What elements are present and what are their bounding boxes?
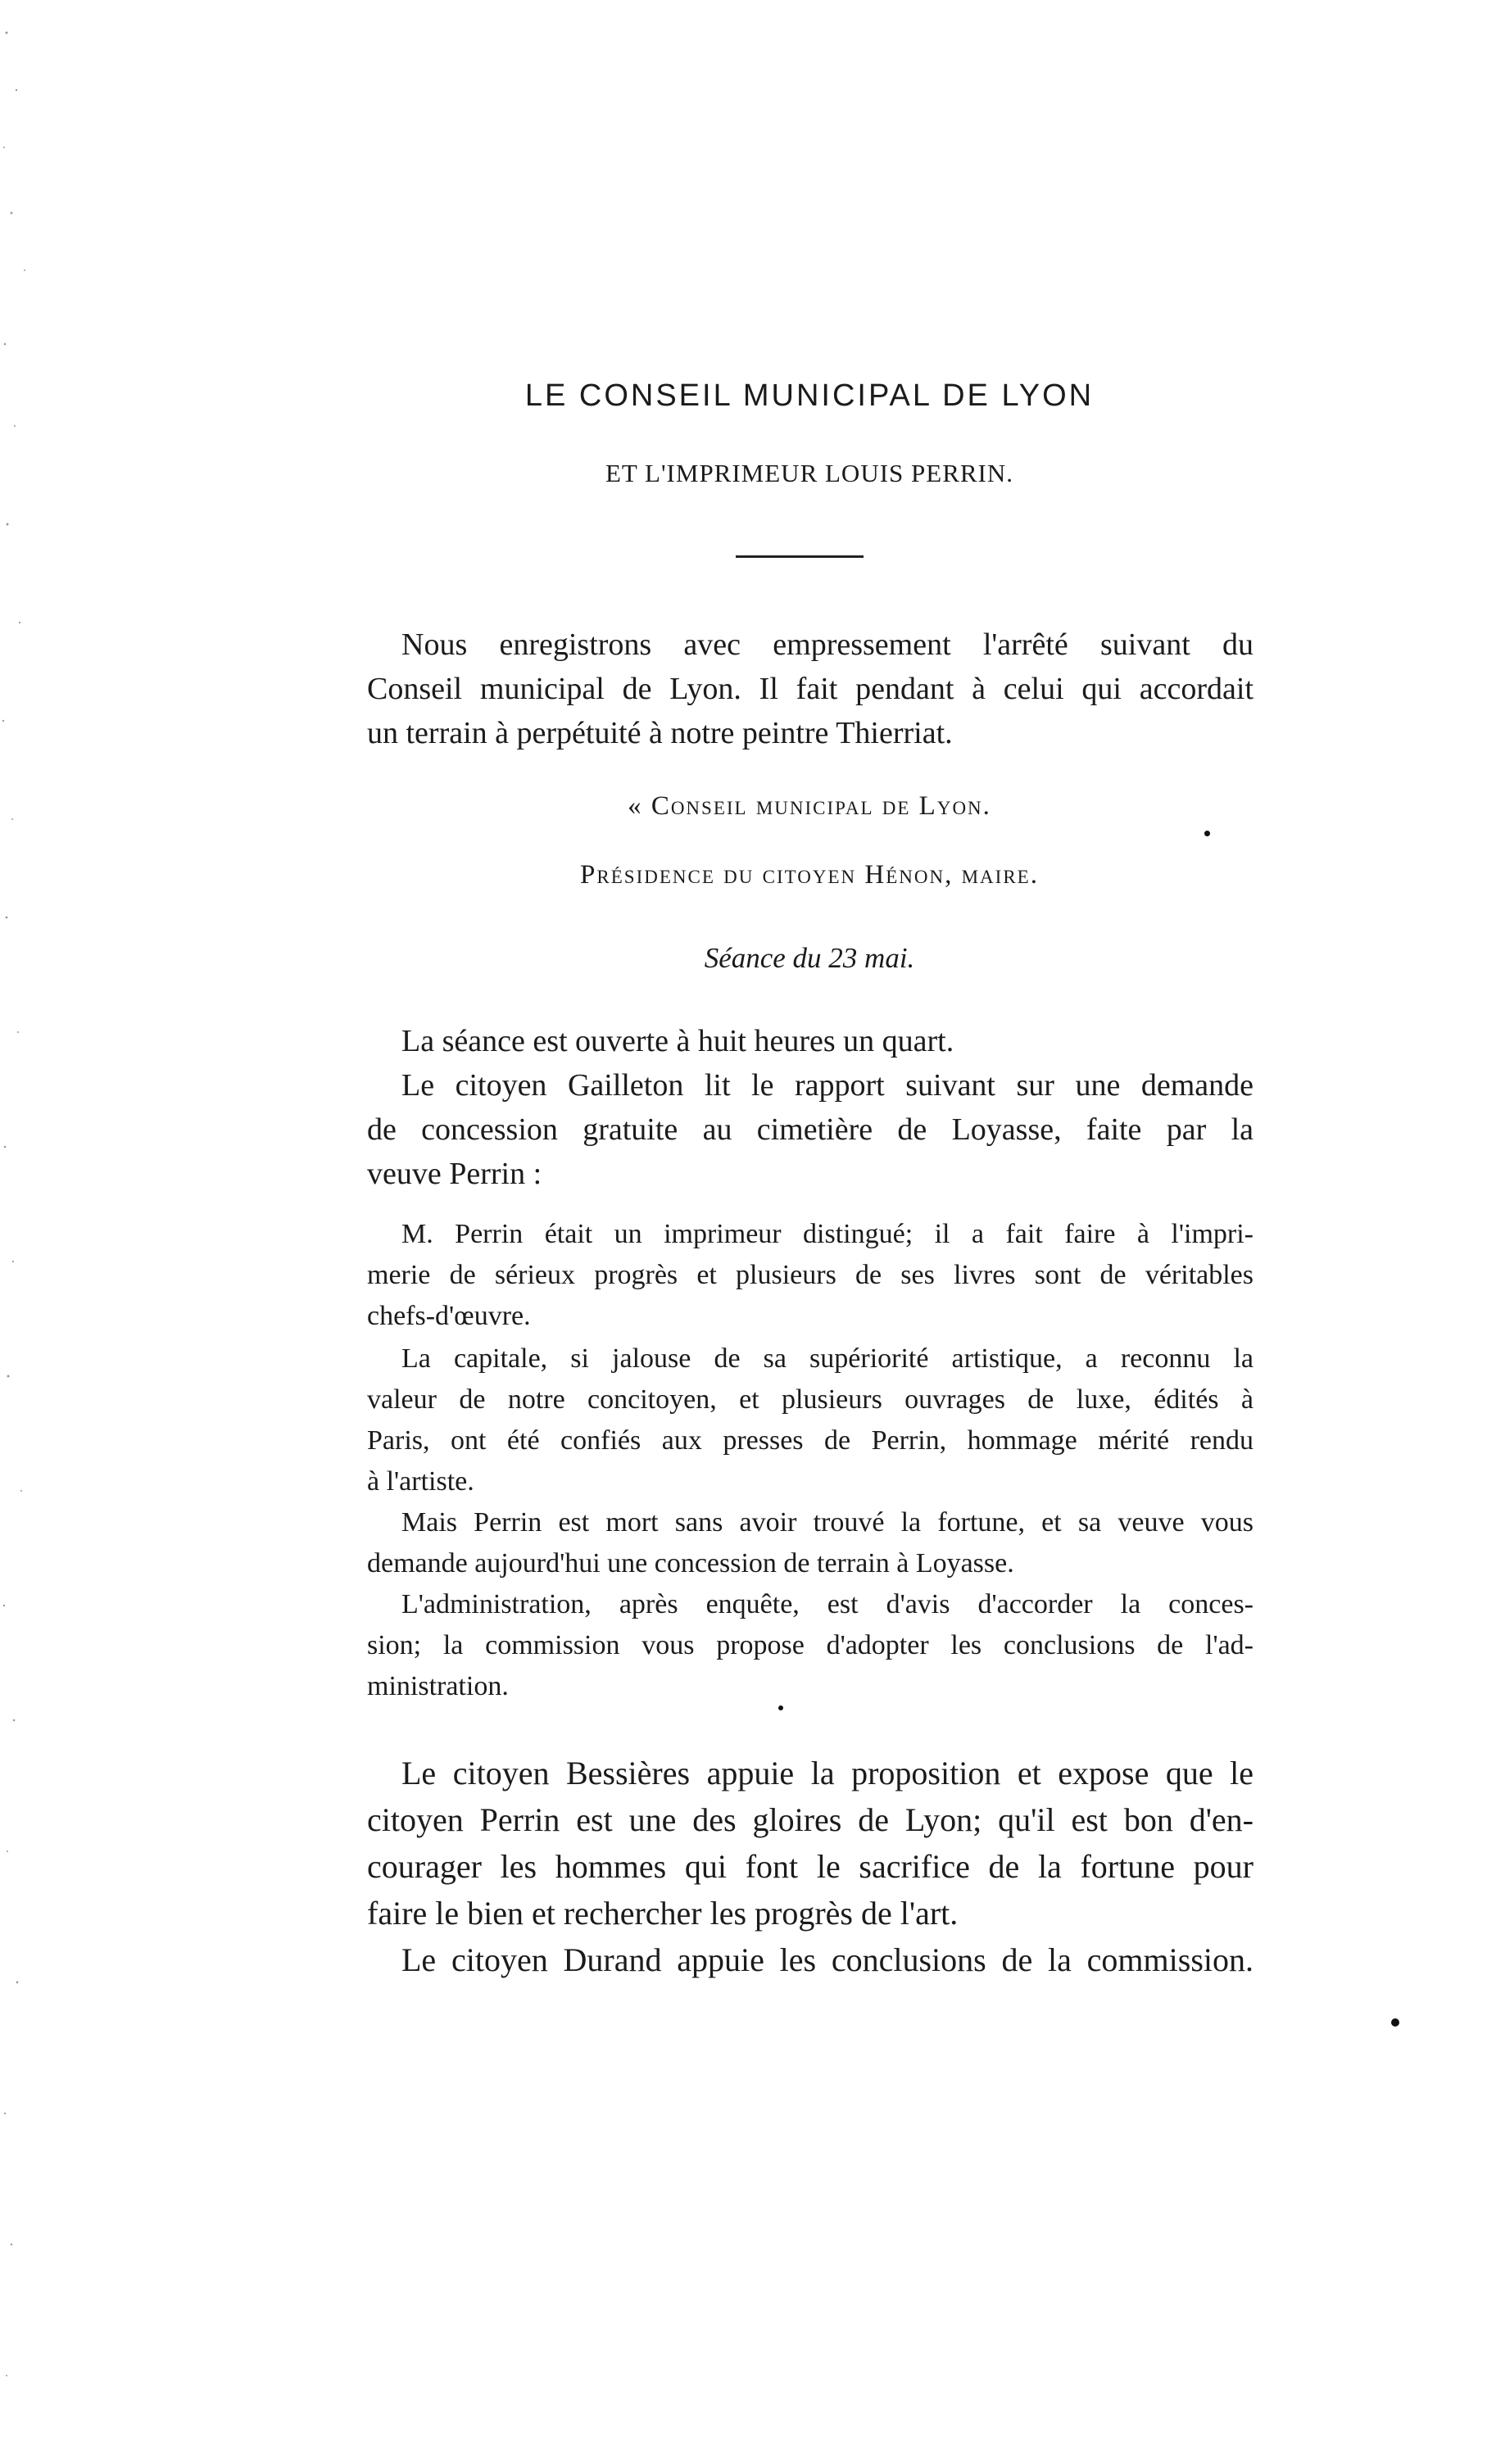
report-line: Paris, ont été confiés aux presses de Perrin, hommage mérité rendu xyxy=(367,1425,1254,1456)
report-line: L'administration, après enquête, est d'avis d'accorder la conces- xyxy=(401,1589,1254,1619)
report-paragraph-1 xyxy=(367,1214,1254,1337)
report-line: à l'artiste. xyxy=(367,1466,474,1497)
closing-line: faire le bien et rechercher les progrès de l'art. xyxy=(367,1895,959,1932)
page-subtitle: ET L'IMPRIMEUR LOUIS PERRIN. xyxy=(605,459,1014,487)
report-line: Mais Perrin est mort sans avoir trouvé la fortune, et sa veuve vous xyxy=(401,1507,1254,1538)
title-divider xyxy=(736,555,864,558)
intro-line: Conseil municipal de Lyon. Il fait pendant à celui qui accordait xyxy=(367,672,1254,706)
page-title: LE CONSEIL MUNICIPAL DE LYON xyxy=(524,378,1095,413)
report-line: chefs-d'œuvre. xyxy=(367,1301,531,1331)
presidency-heading: Présidence du citoyen Hénon, maire. xyxy=(580,860,1039,890)
ink-speck xyxy=(1204,831,1210,836)
closing-line: Le citoyen Durand appuie les conclusions de la commission. xyxy=(401,1941,1254,1978)
report-line: M. Perrin était un imprimeur distingué; il a fait faire à l'impri- xyxy=(401,1219,1254,1249)
closing-line: courager les hommes qui font le sacrifice de la fortune pour xyxy=(367,1848,1254,1885)
report-paragraph-3 xyxy=(367,1502,1254,1584)
closing-line: Le citoyen Bessières appuie la proposition et expose que le xyxy=(401,1755,1254,1791)
report-intro-line: Le citoyen Gailleton lit le rapport suivant sur une demande xyxy=(401,1068,1254,1103)
ink-speck xyxy=(1391,2018,1399,2027)
report-line: sion; la commission vous propose d'adopter les conclusions de l'ad- xyxy=(367,1630,1254,1660)
report-line: valeur de notre concitoyen, et plusieurs ouvrages de luxe, édités à xyxy=(367,1384,1254,1415)
closing-paragraph-1 xyxy=(367,1750,1254,1936)
scan-edge-noise xyxy=(0,0,57,2464)
opening-line: La séance est ouverte à huit heures un quart. xyxy=(401,1024,954,1058)
report-line: La capitale, si jalouse de sa supériorité artistique, a reconnu la xyxy=(401,1343,1254,1374)
report-paragraph-2 xyxy=(367,1338,1254,1502)
closing-line: citoyen Perrin est une des gloires de Lyon; qu'il est bon d'en- xyxy=(367,1801,1254,1838)
report-intro-line: veuve Perrin : xyxy=(367,1157,542,1191)
seance-date: Séance du 23 mai. xyxy=(704,942,915,974)
intro-line: un terrain à perpétuité à notre peintre Thierriat. xyxy=(367,716,953,750)
council-heading: « Conseil municipal de Lyon. xyxy=(628,791,991,821)
report-intro-line: de concession gratuite au cimetière de Loyasse, faite par la xyxy=(367,1112,1254,1147)
report-intro-paragraph xyxy=(367,1063,1254,1196)
report-line: demande aujourd'hui une concession de terrain à Loyasse. xyxy=(367,1548,1014,1578)
closing-paragraph-2 xyxy=(367,1936,1254,1983)
intro-line: Nous enregistrons avec empressement l'arrêté suivant du xyxy=(401,627,1254,662)
report-line: ministration. xyxy=(367,1671,509,1701)
intro-paragraph xyxy=(367,623,1254,755)
report-paragraph-4 xyxy=(367,1584,1254,1707)
report-line: merie de sérieux progrès et plusieurs de ses livres sont de véritables xyxy=(367,1260,1254,1290)
ink-speck xyxy=(778,1705,783,1710)
opening-paragraph xyxy=(367,1019,1254,1063)
